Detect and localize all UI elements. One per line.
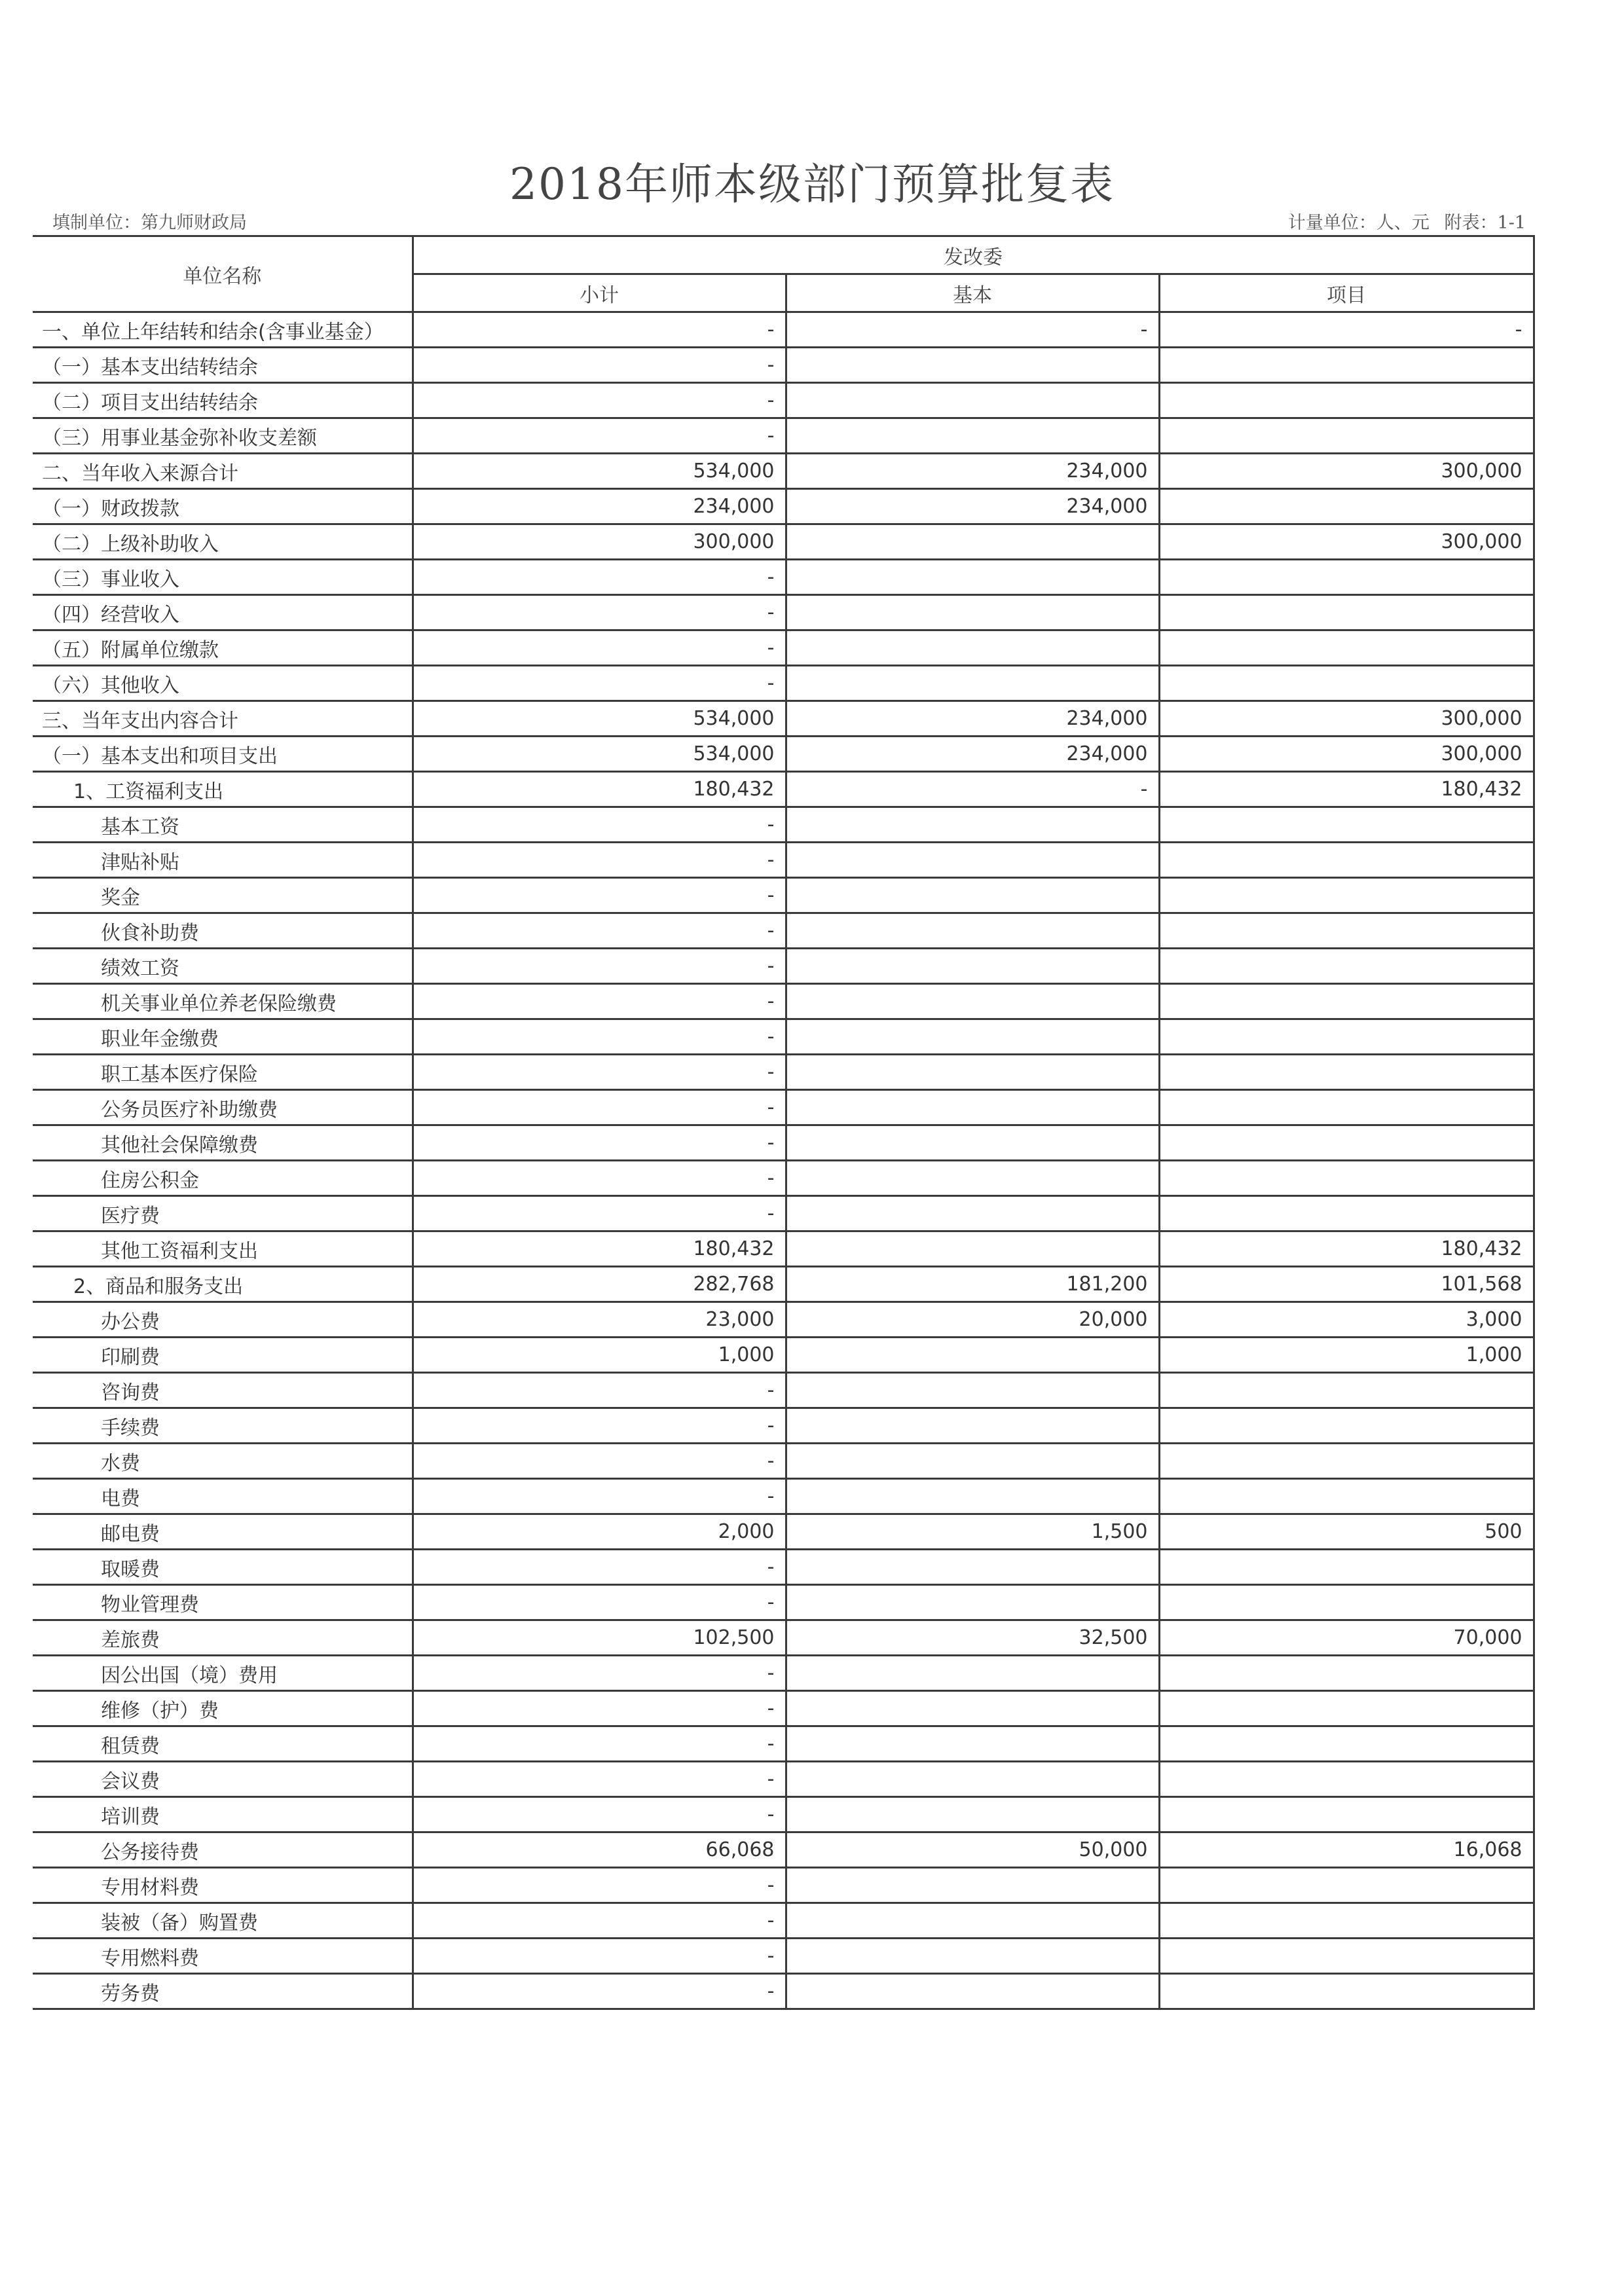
table-row [33, 807, 1534, 843]
row-label: 一、单位上年结转和结余(含事业基金） [33, 312, 413, 348]
basic-cell [786, 1550, 1159, 1585]
subtotal-cell: - [413, 1196, 786, 1231]
table-row [33, 1550, 1534, 1585]
project-cell [1159, 1125, 1534, 1161]
basic-cell [786, 1338, 1159, 1373]
basic-cell: 50,000 [786, 1832, 1159, 1868]
table-row [33, 524, 1534, 560]
table-row [33, 348, 1534, 383]
table-body [33, 312, 1534, 2009]
subtotal-cell: 102,500 [413, 1620, 786, 1656]
subtotal-cell: - [413, 1090, 786, 1125]
row-label: （六）其他收入 [33, 666, 413, 701]
basic-cell [786, 1868, 1159, 1903]
measurement-unit-label: 计量单位：人、元 [1287, 213, 1430, 233]
project-cell [1159, 1373, 1534, 1408]
basic-cell [786, 1196, 1159, 1231]
project-cell [1159, 1585, 1534, 1620]
project-cell: 16,068 [1159, 1832, 1534, 1868]
table-row [33, 1408, 1534, 1444]
project-cell [1159, 1974, 1534, 2009]
project-cell: 300,000 [1159, 524, 1534, 560]
basic-cell [786, 1408, 1159, 1444]
row-label: 其他工资福利支出 [33, 1231, 413, 1267]
basic-cell [786, 1939, 1159, 1974]
table-row [33, 666, 1534, 701]
unit-name-header: 单位名称 [33, 236, 413, 312]
subtotal-cell: - [413, 843, 786, 878]
table-row [33, 1055, 1534, 1090]
basic-cell: 181,200 [786, 1267, 1159, 1302]
project-header: 项目 [1159, 274, 1534, 312]
basic-cell [786, 418, 1159, 454]
project-cell: 180,432 [1159, 772, 1534, 807]
row-label: 租赁费 [33, 1726, 413, 1762]
project-cell [1159, 843, 1534, 878]
basic-cell [786, 348, 1159, 383]
row-label: （一）基本支出结转结余 [33, 348, 413, 383]
row-label: 物业管理费 [33, 1585, 413, 1620]
basic-cell: 20,000 [786, 1302, 1159, 1338]
row-label: 维修（护）费 [33, 1691, 413, 1726]
basic-cell [786, 1585, 1159, 1620]
table-row [33, 1762, 1534, 1797]
attachment-label: 附表：1-1 [1444, 213, 1526, 233]
table-row [33, 1302, 1534, 1338]
project-cell [1159, 1656, 1534, 1691]
subtotal-cell: - [413, 1726, 786, 1762]
row-label: 劳务费 [33, 1974, 413, 2009]
subtotal-cell: - [413, 1161, 786, 1196]
basic-cell [786, 1797, 1159, 1832]
row-label: （一）财政拨款 [33, 489, 413, 524]
basic-cell [786, 1974, 1159, 2009]
basic-cell: 234,000 [786, 489, 1159, 524]
table-row [33, 1231, 1534, 1267]
table-row [33, 383, 1534, 418]
project-cell [1159, 383, 1534, 418]
table-row [33, 560, 1534, 595]
project-cell: 300,000 [1159, 454, 1534, 489]
table-row [33, 630, 1534, 666]
basic-cell: 234,000 [786, 454, 1159, 489]
row-label: 取暖费 [33, 1550, 413, 1585]
table-row [33, 1832, 1534, 1868]
basic-cell [786, 1444, 1159, 1479]
row-label: 住房公积金 [33, 1161, 413, 1196]
row-label: 手续费 [33, 1408, 413, 1444]
project-cell [1159, 1408, 1534, 1444]
subtotal-cell: 534,000 [413, 454, 786, 489]
basic-cell [786, 1019, 1159, 1055]
basic-cell: 234,000 [786, 737, 1159, 772]
project-cell [1159, 878, 1534, 913]
row-label: （五）附属单位缴款 [33, 630, 413, 666]
basic-cell [786, 666, 1159, 701]
subtotal-cell: - [413, 383, 786, 418]
row-label: （三）事业收入 [33, 560, 413, 595]
row-label: 因公出国（境）费用 [33, 1656, 413, 1691]
table-row [33, 312, 1534, 348]
subtotal-cell: - [413, 1125, 786, 1161]
subtotal-cell: 300,000 [413, 524, 786, 560]
row-label: 咨询费 [33, 1373, 413, 1408]
project-cell: 300,000 [1159, 701, 1534, 737]
project-cell [1159, 1762, 1534, 1797]
row-label: 邮电费 [33, 1514, 413, 1550]
table-row [33, 454, 1534, 489]
basic-cell [786, 1656, 1159, 1691]
subtotal-cell: - [413, 1019, 786, 1055]
group-header: 发改委 [413, 236, 1534, 274]
project-cell [1159, 560, 1534, 595]
subtotal-cell: 534,000 [413, 737, 786, 772]
row-label: 其他社会保障缴费 [33, 1125, 413, 1161]
table-row [33, 1868, 1534, 1903]
basic-cell [786, 1762, 1159, 1797]
basic-cell [786, 560, 1159, 595]
row-label: （四）经营收入 [33, 595, 413, 630]
table-row [33, 913, 1534, 949]
subtotal-cell: 2,000 [413, 1514, 786, 1550]
basic-cell [786, 913, 1159, 949]
row-label: 差旅费 [33, 1620, 413, 1656]
project-cell: 500 [1159, 1514, 1534, 1550]
table-row [33, 1161, 1534, 1196]
unit-info [1279, 208, 1526, 234]
subtotal-cell: - [413, 1868, 786, 1903]
table-row [33, 1019, 1534, 1055]
basic-header: 基本 [786, 274, 1159, 312]
row-label: 伙食补助费 [33, 913, 413, 949]
table-row [33, 772, 1534, 807]
project-cell [1159, 1797, 1534, 1832]
subtotal-cell: - [413, 1691, 786, 1726]
subtotal-cell: - [413, 1479, 786, 1514]
subtotal-cell: - [413, 312, 786, 348]
row-label: 职工基本医疗保险 [33, 1055, 413, 1090]
project-cell: 300,000 [1159, 737, 1534, 772]
project-cell [1159, 913, 1534, 949]
subtotal-cell: - [413, 630, 786, 666]
table-row [33, 843, 1534, 878]
table-row [33, 1903, 1534, 1939]
table-row [33, 1939, 1534, 1974]
row-label: 公务员医疗补助缴费 [33, 1090, 413, 1125]
table-row [33, 984, 1534, 1019]
row-label: 培训费 [33, 1797, 413, 1832]
subtotal-cell: - [413, 1656, 786, 1691]
project-cell: 1,000 [1159, 1338, 1534, 1373]
project-cell [1159, 418, 1534, 454]
project-cell: - [1159, 312, 1534, 348]
project-cell [1159, 1161, 1534, 1196]
subtotal-cell: - [413, 878, 786, 913]
basic-cell [786, 630, 1159, 666]
basic-cell [786, 1055, 1159, 1090]
subtotal-cell: - [413, 1974, 786, 2009]
subtotal-cell: 180,432 [413, 772, 786, 807]
basic-cell: 32,500 [786, 1620, 1159, 1656]
project-cell [1159, 1055, 1534, 1090]
subtotal-cell: - [413, 1903, 786, 1939]
table-row [33, 1373, 1534, 1408]
row-label: 机关事业单位养老保险缴费 [33, 984, 413, 1019]
row-label: 印刷费 [33, 1338, 413, 1373]
subtotal-cell: - [413, 1444, 786, 1479]
row-label: 办公费 [33, 1302, 413, 1338]
subtotal-cell: - [413, 1585, 786, 1620]
subtotal-cell: - [413, 1939, 786, 1974]
basic-cell [786, 1903, 1159, 1939]
row-label: 水费 [33, 1444, 413, 1479]
basic-cell [786, 383, 1159, 418]
row-label: 职业年金缴费 [33, 1019, 413, 1055]
subtotal-cell: 1,000 [413, 1338, 786, 1373]
basic-cell: 1,500 [786, 1514, 1159, 1550]
project-cell [1159, 1019, 1534, 1055]
subtotal-cell: - [413, 1373, 786, 1408]
table-row [33, 701, 1534, 737]
subtotal-cell: - [413, 418, 786, 454]
basic-cell [786, 949, 1159, 984]
row-label: 会议费 [33, 1762, 413, 1797]
table-row [33, 1125, 1534, 1161]
project-cell [1159, 630, 1534, 666]
table-row [33, 1514, 1534, 1550]
subtotal-cell: - [413, 348, 786, 383]
table-row [33, 595, 1534, 630]
subtotal-cell: - [413, 595, 786, 630]
row-label: 公务接待费 [33, 1832, 413, 1868]
subtotal-cell: 23,000 [413, 1302, 786, 1338]
basic-cell: - [786, 772, 1159, 807]
basic-cell [786, 1691, 1159, 1726]
project-cell [1159, 1868, 1534, 1903]
table-row [33, 1196, 1534, 1231]
table-row [33, 949, 1534, 984]
project-cell [1159, 1691, 1534, 1726]
project-cell [1159, 984, 1534, 1019]
row-label: 医疗费 [33, 1196, 413, 1231]
basic-cell [786, 984, 1159, 1019]
subtotal-cell: - [413, 913, 786, 949]
table-row [33, 737, 1534, 772]
table-row [33, 1585, 1534, 1620]
row-label: 1、工资福利支出 [33, 772, 413, 807]
subtotal-cell: 282,768 [413, 1267, 786, 1302]
subtotal-cell: 234,000 [413, 489, 786, 524]
project-cell [1159, 1479, 1534, 1514]
project-cell [1159, 949, 1534, 984]
basic-cell: 234,000 [786, 701, 1159, 737]
basic-cell: - [786, 312, 1159, 348]
table-row [33, 1974, 1534, 2009]
row-label: （二）项目支出结转结余 [33, 383, 413, 418]
project-cell [1159, 348, 1534, 383]
table-row [33, 1479, 1534, 1514]
row-label: 津贴补贴 [33, 843, 413, 878]
subtotal-cell: - [413, 560, 786, 595]
row-label: 三、当年支出内容合计 [33, 701, 413, 737]
project-cell [1159, 1939, 1534, 1974]
basic-cell [786, 524, 1159, 560]
table-row [33, 878, 1534, 913]
row-label: 奖金 [33, 878, 413, 913]
subtotal-cell: - [413, 949, 786, 984]
basic-cell [786, 1161, 1159, 1196]
project-cell [1159, 1903, 1534, 1939]
row-label: 专用材料费 [33, 1868, 413, 1903]
table-row [33, 1267, 1534, 1302]
table-row [33, 1726, 1534, 1762]
row-label: （一）基本支出和项目支出 [33, 737, 413, 772]
row-label: 基本工资 [33, 807, 413, 843]
table-row [33, 418, 1534, 454]
table-row [33, 1620, 1534, 1656]
basic-cell [786, 595, 1159, 630]
project-cell [1159, 1090, 1534, 1125]
table-row [33, 1691, 1534, 1726]
table-row [33, 1338, 1534, 1373]
subtotal-cell: - [413, 1797, 786, 1832]
project-cell: 70,000 [1159, 1620, 1534, 1656]
basic-cell [786, 878, 1159, 913]
project-cell [1159, 666, 1534, 701]
row-label: 电费 [33, 1479, 413, 1514]
subtotal-cell: 180,432 [413, 1231, 786, 1267]
table-row [33, 1656, 1534, 1691]
prepared-by-label: 填制单位：第九师财政局 [52, 213, 247, 233]
project-cell [1159, 1444, 1534, 1479]
basic-cell [786, 1231, 1159, 1267]
subtotal-cell: 534,000 [413, 701, 786, 737]
basic-cell [786, 1479, 1159, 1514]
row-label: 2、商品和服务支出 [33, 1267, 413, 1302]
project-cell [1159, 595, 1534, 630]
project-cell: 180,432 [1159, 1231, 1534, 1267]
row-label: 专用燃料费 [33, 1939, 413, 1974]
row-label: 装被（备）购置费 [33, 1903, 413, 1939]
subtotal-cell: - [413, 984, 786, 1019]
project-cell: 101,568 [1159, 1267, 1534, 1302]
subtotal-cell: - [413, 1408, 786, 1444]
row-label: 二、当年收入来源合计 [33, 454, 413, 489]
row-label: （二）上级补助收入 [33, 524, 413, 560]
row-label: 绩效工资 [33, 949, 413, 984]
subtotal-cell: - [413, 807, 786, 843]
subtotal-header: 小计 [413, 274, 786, 312]
table-row [33, 1797, 1534, 1832]
basic-cell [786, 1373, 1159, 1408]
budget-table [33, 235, 1535, 2010]
table-row [33, 1090, 1534, 1125]
table-header [33, 236, 1534, 312]
project-cell [1159, 1726, 1534, 1762]
row-label: （三）用事业基金弥补收支差额 [33, 418, 413, 454]
subtotal-cell: - [413, 1550, 786, 1585]
basic-cell [786, 1090, 1159, 1125]
basic-cell [786, 843, 1159, 878]
table-row [33, 1444, 1534, 1479]
basic-cell [786, 1726, 1159, 1762]
basic-cell [786, 807, 1159, 843]
subtotal-cell: - [413, 1762, 786, 1797]
page-title: 2018年师本级部门预算批复表 [509, 159, 1115, 210]
project-cell [1159, 1196, 1534, 1231]
project-cell [1159, 489, 1534, 524]
project-cell: 3,000 [1159, 1302, 1534, 1338]
basic-cell [786, 1125, 1159, 1161]
project-cell [1159, 1550, 1534, 1585]
table-row [33, 489, 1534, 524]
subtotal-cell: - [413, 1055, 786, 1090]
project-cell [1159, 807, 1534, 843]
subtotal-cell: - [413, 666, 786, 701]
subtotal-cell: 66,068 [413, 1832, 786, 1868]
